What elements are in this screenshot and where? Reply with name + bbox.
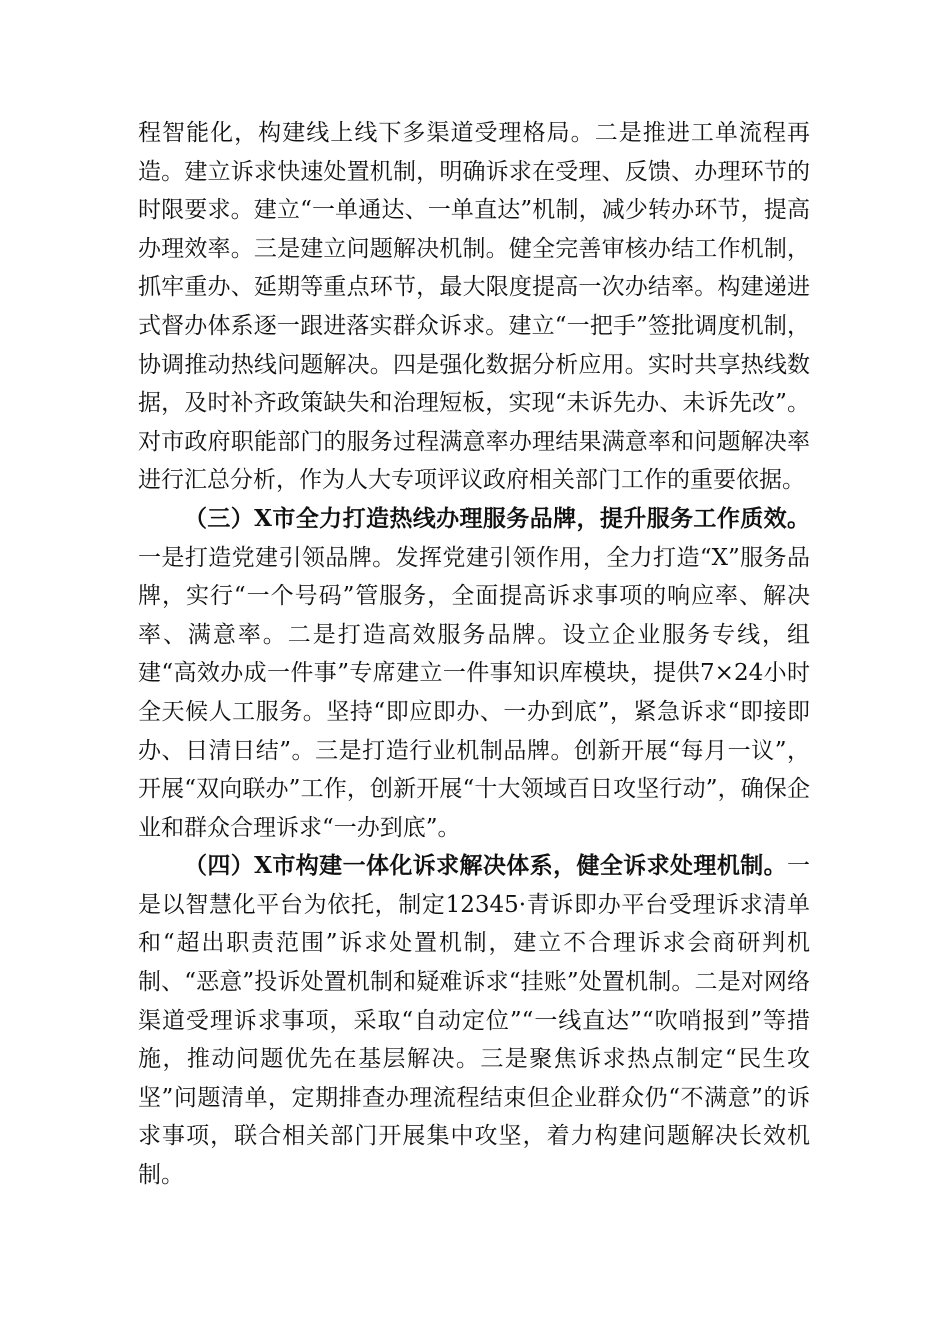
paragraph-2: [138, 500, 810, 847]
paragraph-1-body: 程智能化，构建线上线下多渠道受理格局。二是推进工单流程再造。建立诉求快速处置机制，明确诉求在受理、反馈、办理环节的时限要求。建立“一单通达、一单直达”机制，减少转办环节，提高办理效率。三是建立问题解决机制。健全完善审核办结工作机制，抓牢重办、延期等重点环节，最大限度提高一次办结率。构建递进式督办体系逐一跟进落实群众诉求。建立“一把手”签批调度机制，协调推动热线问题解决。四是强化数据分析应用。实时共享热线数据，及时补齐政策缺失和治理短板，实现“未诉先办、未诉先改”。对市政府职能部门的服务过程满意率办理结果满意率和问题解决率进行汇总分析，作为人大专项评议政府相关部门工作的重要依据。: [138, 120, 810, 494]
document-body: [138, 114, 810, 1195]
section-heading-3: （三）X市全力打造热线办理服务品牌，提升服务工作质效。: [184, 504, 810, 532]
paragraph-1: [138, 114, 810, 500]
paragraph-3: [138, 847, 810, 1194]
section-heading-4: （四）X市构建一体化诉求解决体系，健全诉求处理机制。: [184, 852, 787, 880]
paragraph-2-body: 一是打造党建引领品牌。发挥党建引领作用，全力打造“X”服务品牌，实行“一个号码”管服务，全面提高诉求事项的响应率、解决率、满意率。二是打造高效服务品牌。设立企业服务专线，组建“高效办成一件事”专席建立一件事知识库模块，提供7×24小时全天候人工服务。坚持“即应即办、一办到底”，紧急诉求“即接即办、日清日结”。三是打造行业机制品牌。创新开展“每月一议”，开展“双向联办”工作，创新开展“十大领域百日攻坚行动”，确保企业和群众合理诉求“一办到底”。: [138, 544, 810, 841]
paragraph-3-body: 一是以智慧化平台为依托，制定12345·青诉即办平台受理诉求清单和“超出职责范围”诉求处置机制，建立不合理诉求会商研判机制、“恶意”投诉处置机制和疑难诉求“挂账”处置机制。二是对网络渠道受理诉求事项，采取“自动定位”“一线直达”“吹哨报到”等措施，推动问题优先在基层解决。三是聚焦诉求热点制定“民生攻坚”问题清单，定期排查办理流程结束但企业群众仍“不满意”的诉求事项，联合相关部门开展集中攻坚，着力构建问题解决长效机制。: [138, 853, 810, 1189]
